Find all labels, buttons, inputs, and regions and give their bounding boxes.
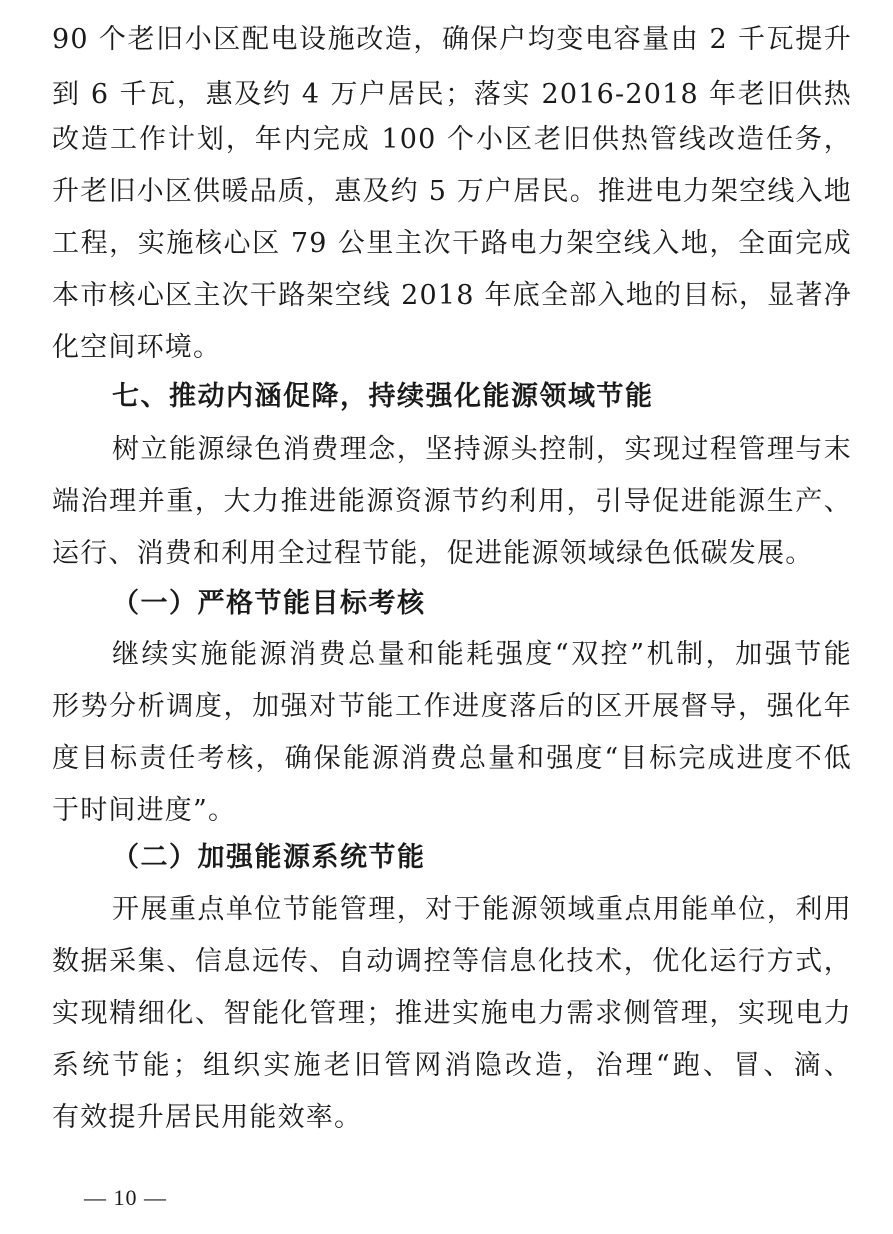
- paragraph-line: 90 个老旧小区配电设施改造，确保户均变电容量由 2 千瓦提升: [52, 24, 852, 55]
- page-number: — 10 —: [84, 1185, 167, 1210]
- paragraph-line: 运行、消费和利用全过程节能，促进能源领域绿色低碳发展。: [52, 538, 814, 569]
- paragraph-line: 化空间环境。: [52, 332, 222, 363]
- paragraph-line: 系统节能；组织实施老旧管网消隐改造，治理“跑、冒、滴、: [52, 1050, 852, 1081]
- subsection-heading: （一）严格节能目标考核: [112, 588, 426, 619]
- paragraph-line: 度目标责任考核，确保能源消费总量和强度“目标完成进度不低: [52, 743, 852, 774]
- paragraph-line: 数据采集、信息远传、自动调控等信息化技术，优化运行方式，: [52, 946, 852, 977]
- paragraph-line: 形势分析调度，加强对节能工作进度落后的区开展督导，强化年: [52, 691, 852, 722]
- paragraph-line: 树立能源绿色消费理念，坚持源头控制，实现过程管理与末: [112, 434, 852, 465]
- section-heading: 七、推动内涵促降，持续强化能源领域节能: [112, 381, 654, 412]
- paragraph-line: 于时间进度”。: [52, 795, 237, 826]
- paragraph-line: 开展重点单位节能管理，对于能源领域重点用能单位，利用: [112, 894, 852, 925]
- paragraph-line: 到 6 千瓦，惠及约 4 万户居民；落实 2016-2018 年老旧供热: [52, 79, 852, 110]
- paragraph-line: 改造工作计划，年内完成 100 个小区老旧供热管线改造任务，: [52, 124, 852, 155]
- paragraph-line: 有效提升居民用能效率。: [52, 1102, 363, 1133]
- paragraph-line: 本市核心区主次干路架空线 2018 年底全部入地的目标，显著净: [52, 280, 852, 311]
- paragraph-line: 端治理并重，大力推进能源资源节约利用，引导促进能源生产、: [52, 486, 852, 517]
- paragraph-line: 升老旧小区供暖品质，惠及约 5 万户居民。推进电力架空线入地: [52, 176, 852, 207]
- paragraph-line: 工程，实施核心区 79 公里主次干路电力架空线入地，全面完成: [52, 228, 852, 259]
- subsection-heading: （二）加强能源系统节能: [112, 842, 426, 873]
- paragraph-line: 继续实施能源消费总量和能耗强度“双控”机制，加强节能: [112, 639, 852, 670]
- paragraph-line: 实现精细化、智能化管理；推进实施电力需求侧管理，实现电力: [52, 998, 852, 1029]
